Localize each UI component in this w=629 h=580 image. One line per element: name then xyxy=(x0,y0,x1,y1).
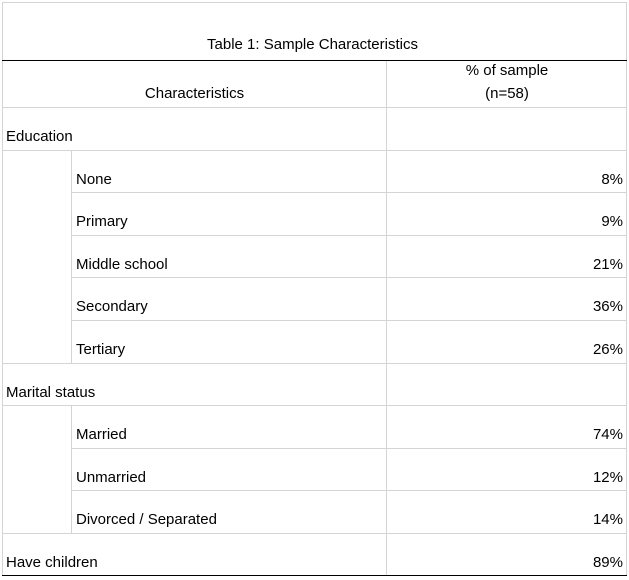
row-label: None xyxy=(76,170,112,188)
row-separator xyxy=(72,277,627,278)
indent-divider xyxy=(71,448,72,491)
row-value: 89% xyxy=(592,554,623,571)
row-label: Secondary xyxy=(76,298,148,316)
indent-divider xyxy=(71,150,72,193)
indent-divider xyxy=(71,277,72,320)
row-separator xyxy=(2,363,627,364)
indent-divider xyxy=(71,192,72,235)
row-separator xyxy=(72,320,627,321)
indent-divider xyxy=(71,235,72,278)
indent-divider xyxy=(71,490,72,533)
table-bottom-rule xyxy=(2,575,627,576)
row-separator xyxy=(72,490,627,491)
row-label: Marital status xyxy=(6,383,96,401)
indent-divider xyxy=(71,405,72,448)
row-label: Middle school xyxy=(76,255,168,273)
row-separator xyxy=(2,107,627,108)
table-title-area xyxy=(0,0,625,58)
row-label: Unmarried xyxy=(76,468,147,486)
header-top-rule xyxy=(2,60,627,61)
header-percent-line2: (n=58) xyxy=(485,85,529,102)
row-separator xyxy=(2,150,627,151)
indent-divider xyxy=(71,320,72,363)
row-separator xyxy=(2,533,627,534)
value-column-divider xyxy=(386,61,387,575)
row-label: Have children xyxy=(6,554,98,571)
row-value: 74% xyxy=(592,426,623,444)
row-separator xyxy=(72,235,627,236)
row-value: 14% xyxy=(592,511,623,529)
row-label: Tertiary xyxy=(76,341,126,358)
header-percent-line1: % of sample xyxy=(465,62,549,79)
row-value: 8% xyxy=(601,170,623,188)
row-value: 12% xyxy=(592,468,623,486)
table-title: Table 1: Sample Characteristics xyxy=(207,36,418,53)
row-value: 26% xyxy=(592,341,623,358)
row-value: 9% xyxy=(601,213,623,231)
header-characteristics: Characteristics xyxy=(144,85,245,102)
row-label: Married xyxy=(76,426,127,444)
row-separator xyxy=(72,448,627,449)
row-label: Primary xyxy=(76,213,128,231)
row-value: 21% xyxy=(592,255,623,273)
row-label: Education xyxy=(6,128,73,145)
row-value: 36% xyxy=(592,298,623,316)
row-separator xyxy=(72,192,627,193)
row-separator xyxy=(2,405,627,406)
row-label: Divorced / Separated xyxy=(76,511,217,529)
